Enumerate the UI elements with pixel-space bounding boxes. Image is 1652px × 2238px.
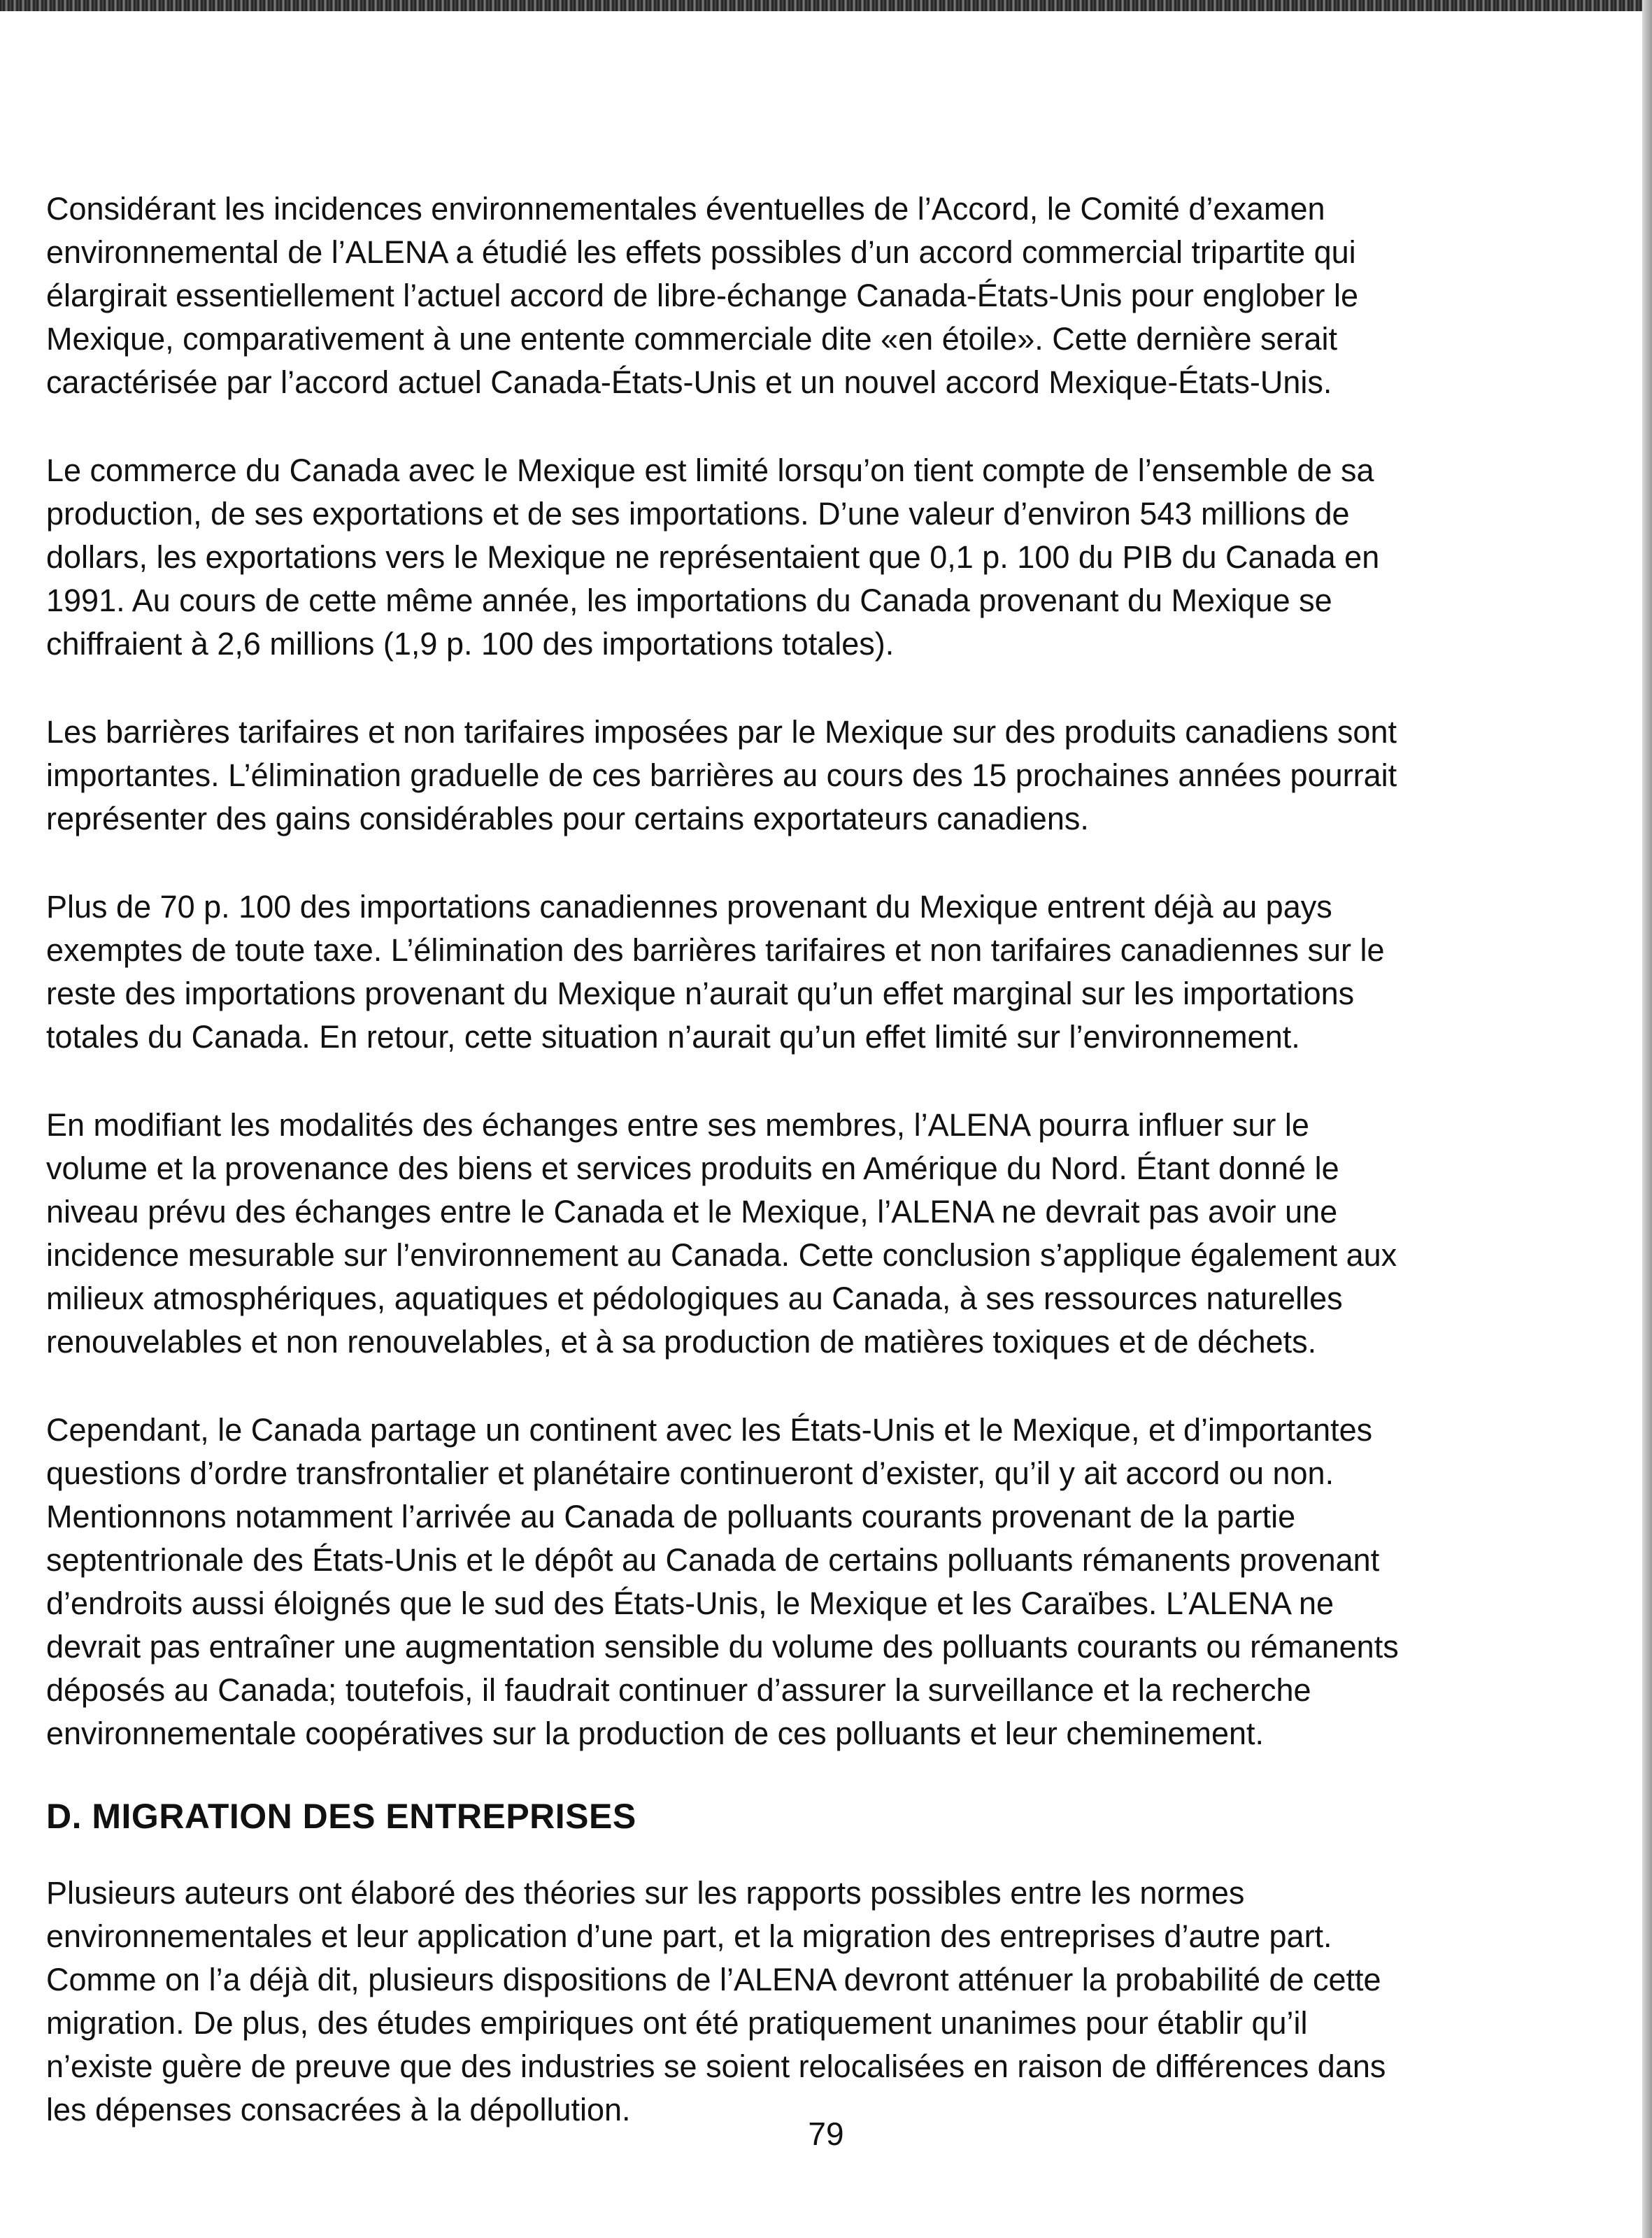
page-number: 79	[808, 2116, 844, 2152]
paragraph-6: Cependant, le Canada partage un continent avec les États-Unis et le Mexique, et d’importantes questions d’ordre transfrontalier et planétaire continueront d’exister, qu’il y ait accord ou non. Mentionnons notamment l’arrivée au Canada de polluants courants provenant de la partie septentrionale des États-Unis et le dépôt au Canada de certains polluants rémanents provenant d’endroits aussi éloignés que le sud des États-Unis, le Mexique et les Caraïbes. L’ALENA ne devrait pas entraîner une augmentation sensible du volume des polluants courants ou rémanents déposés au Canada; toutefois, il faudrait continuer d’assurer la surveillance et la recherche environnementale coopératives sur la production de ces polluants et leur cheminement.	[46, 1412, 1399, 1751]
paragraph-1: Considérant les incidences environnementales éventuelles de l’Accord, le Comité d’examen environnemental de l’ALENA a étudié les effets possibles d’un accord commercial tripartite qui élargirait essentiellement l’actuel accord de libre-échange Canada-États-Unis pour englober le Mexique, comparativement à une entente commerciale dite «en étoile». Cette dernière serait caractérisée par l’accord actuel Canada-États-Unis et un nouvel accord Mexique-États-Unis.	[46, 191, 1359, 400]
paragraph-2: Le commerce du Canada avec le Mexique est limité lorsqu’on tient compte de l’ensemble de sa production, de ses exportations et de ses importations. D’une valeur d’environ 543 millions de dollars, les exportations vers le Mexique ne représentaient que 0,1 p. 100 du PIB du Canada en 1991. Au cours de cette même année, les importations du Canada provenant du Mexique se chiffraient à 2,6 millions (1,9 p. 100 des importations totales).	[46, 452, 1380, 662]
scan-top-edge	[0, 0, 1652, 11]
page-content	[46, 187, 1410, 2176]
paragraph-5: En modifiant les modalités des échanges entre ses membres, l’ALENA pourra influer sur le volume et la provenance des biens et services produits en Amérique du Nord. Étant donné le niveau prévu des échanges entre le Canada et le Mexique, l’ALENA ne devrait pas avoir une incidence mesurable sur l’environnement au Canada. Cette conclusion s’applique également aux milieux atmosphériques, aquatiques et pédologiques au Canada, à ses ressources naturelles renouvelables et non renouvelables, et à sa production de matières toxiques et de déchets.	[46, 1107, 1397, 1360]
scan-right-edge	[1642, 0, 1652, 2238]
paragraph-4: Plus de 70 p. 100 des importations canadiennes provenant du Mexique entrent déjà au pays exemptes de toute taxe. L’élimination des barrières tarifaires et non tarifaires canadiennes sur le reste des importations provenant du Mexique n’aurait qu’un effet marginal sur les importations totales du Canada. En retour, cette situation n’aurait qu’un effet limité sur l’environnement.	[46, 889, 1385, 1055]
section-heading: D. MIGRATION DES ENTREPRISES	[46, 1797, 636, 1836]
paragraph-3: Les barrières tarifaires et non tarifaires imposées par le Mexique sur des produits canadiens sont importantes. L’élimination graduelle de ces barrières au cours des 15 prochaines années pourrait représenter des gains considérables pour certains exportateurs canadiens.	[46, 714, 1397, 836]
paragraph-7: Plusieurs auteurs ont élaboré des théories sur les rapports possibles entre les normes environnementales et leur application d’une part, et la migration des entreprises d’autre part. Comme on l’a déjà dit, plusieurs dispositions de l’ALENA devront atténuer la probabilité de cette migration. De plus, des études empiriques ont été pratiquement unanimes pour établir qu’il n’existe guère de preuve que des industries se soient relocalisées en raison de différences dans les dépenses consacrées à la dépollution.	[46, 1875, 1386, 2127]
